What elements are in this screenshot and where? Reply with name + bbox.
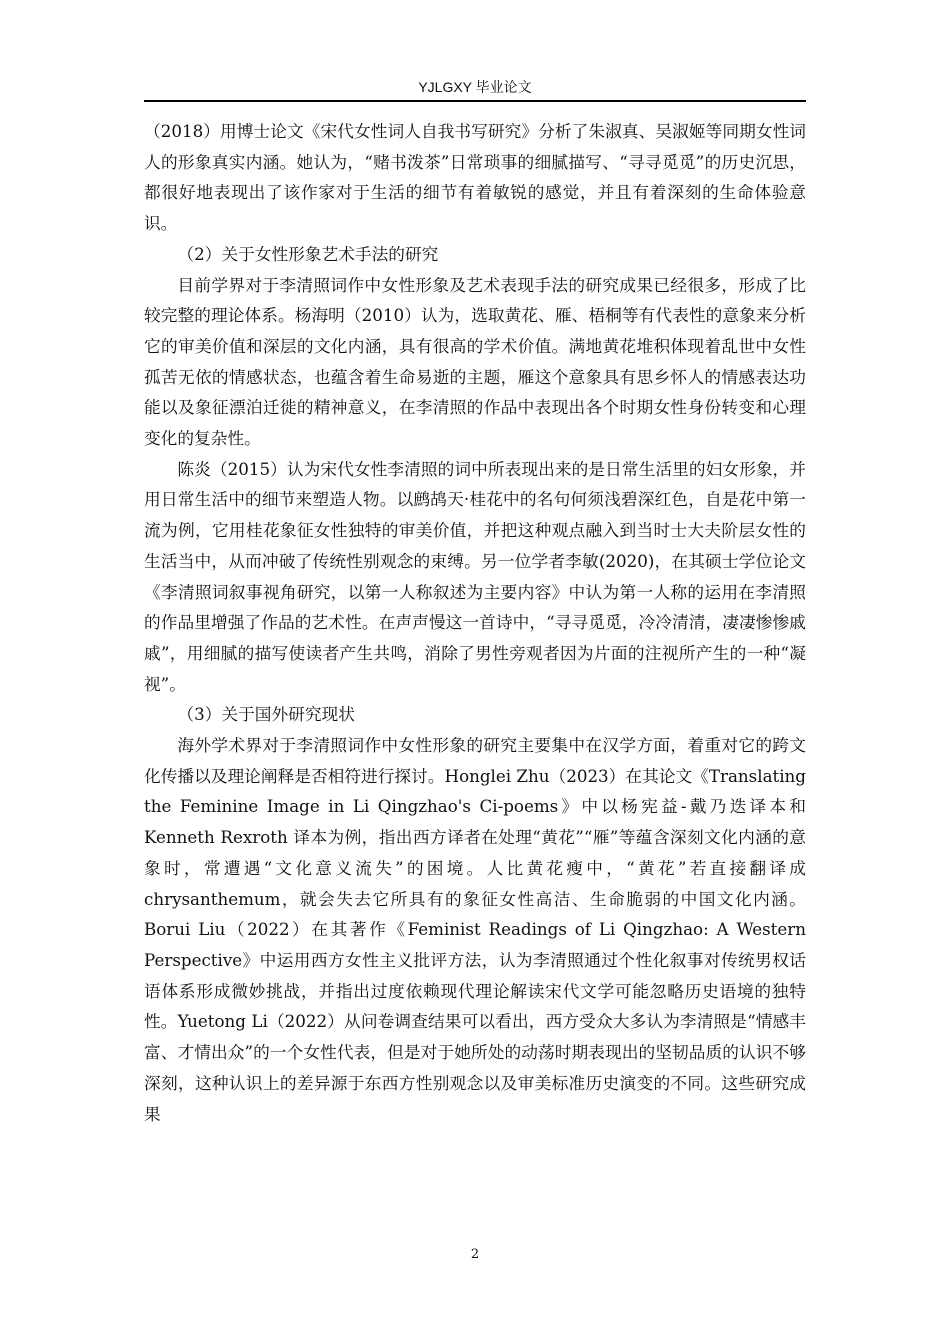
paragraph: 目前学界对于李清照词作中女性形象及艺术表现手法的研究成果已经很多，形成了比较完整的理论体系。杨海明（2010）认为，选取黄花、雁、梧桐等有代表性的意象来分析它的审美价值和深层的文化内涵，具有很高的学术价值。满地黄花堆积体现着乱世中女性孤苦无依的情感状态，也蕴含着生命易逝的主题，雁这个意象具有思乡怀人的情感表达功能以及象征漂泊迁徙的精神意义，在李清照的作品中表现出各个时期女性身份转变和心理变化的复杂性。	[144, 274, 806, 449]
section-heading-art-techniques: （2）关于女性形象艺术手法的研究	[177, 243, 439, 264]
document-body	[144, 116, 806, 1129]
header-divider	[144, 100, 806, 102]
page-header: YJLGXY 毕业论文	[418, 79, 532, 95]
page-number: 2	[470, 1247, 480, 1262]
paragraph-continuation: （2018）用博士论文《宋代女性词人自我书写研究》分析了朱淑真、吴淑姬等同期女性词人的形象真实内涵。她认为，“赌书泼茶”日常琐事的细腻描写、“寻寻觅觅”的历史沉思，都很好地表现出了该作家对于生活的细节有着敏锐的感觉，并且有着深刻的生命体验意识。	[144, 121, 806, 234]
section-heading-overseas-research: （3）关于国外研究现状	[177, 704, 355, 725]
paragraph: 海外学术界对于李清照词作中女性形象的研究主要集中在汉学方面，着重对它的跨文化传播以及理论阐释是否相符进行探讨。Honglei Zhu（2023）在其论文《Translating the Feminine Image in Li Qingzhao's Ci-poems》中以杨宪益-戴乃迭译本和 Kenneth Rexroth 译本为例，指出西方译者在处理“黄花”“雁”等蕴含深刻文化内涵的意象时，常遭遇“文化意义流失”的困境。人比黄花瘦中，“黄花”若直接翻译成 chrysanthemum，就会失去它所具有的象征女性高洁、生命脆弱的中国文化内涵。Borui Liu（2022）在其著作《Feminist Readings of Li Qingzhao: A Western Perspective》中运用西方女性主义批评方法，认为李清照通过个性化叙事对传统男权话语体系形成微妙挑战，并指出过度依赖现代理论解读宋代文学可能忽略历史语境的独特性。Yuetong Li（2022）从问卷调查结果可以看出，西方受众大多认为李清照是“情感丰富、才情出众”的一个女性代表，但是对于她所处的动荡时期表现出的坚韧品质的认识不够深刻，这种认识上的差异源于东西方性别观念以及审美标准历史演变的不同。这些研究成果	[144, 735, 806, 1124]
paragraph: 陈炎（2015）认为宋代女性李清照的词中所表现出来的是日常生活里的妇女形象，并用日常生活中的细节来塑造人物。以鹧鸪天·桂花中的名句何须浅碧深红色，自是花中第一流为例，它用桂花象征女性独特的审美价值，并把这种观点融入到当时士大夫阶层女性的生活当中，从而冲破了传统性别观念的束缚。另一位学者李敏(2020)，在其硕士学位论文《李清照词叙事视角研究，以第一人称叙述为主要内容》中认为第一人称的运用在李清照的作品里增强了作品的艺术性。在声声慢这一首诗中，“寻寻觅觅，冷冷清清，凄凄惨惨戚戚”，用细腻的描写使读者产生共鸣，消除了男性旁观者因为片面的注视所产生的一种“凝视”。	[144, 458, 806, 694]
